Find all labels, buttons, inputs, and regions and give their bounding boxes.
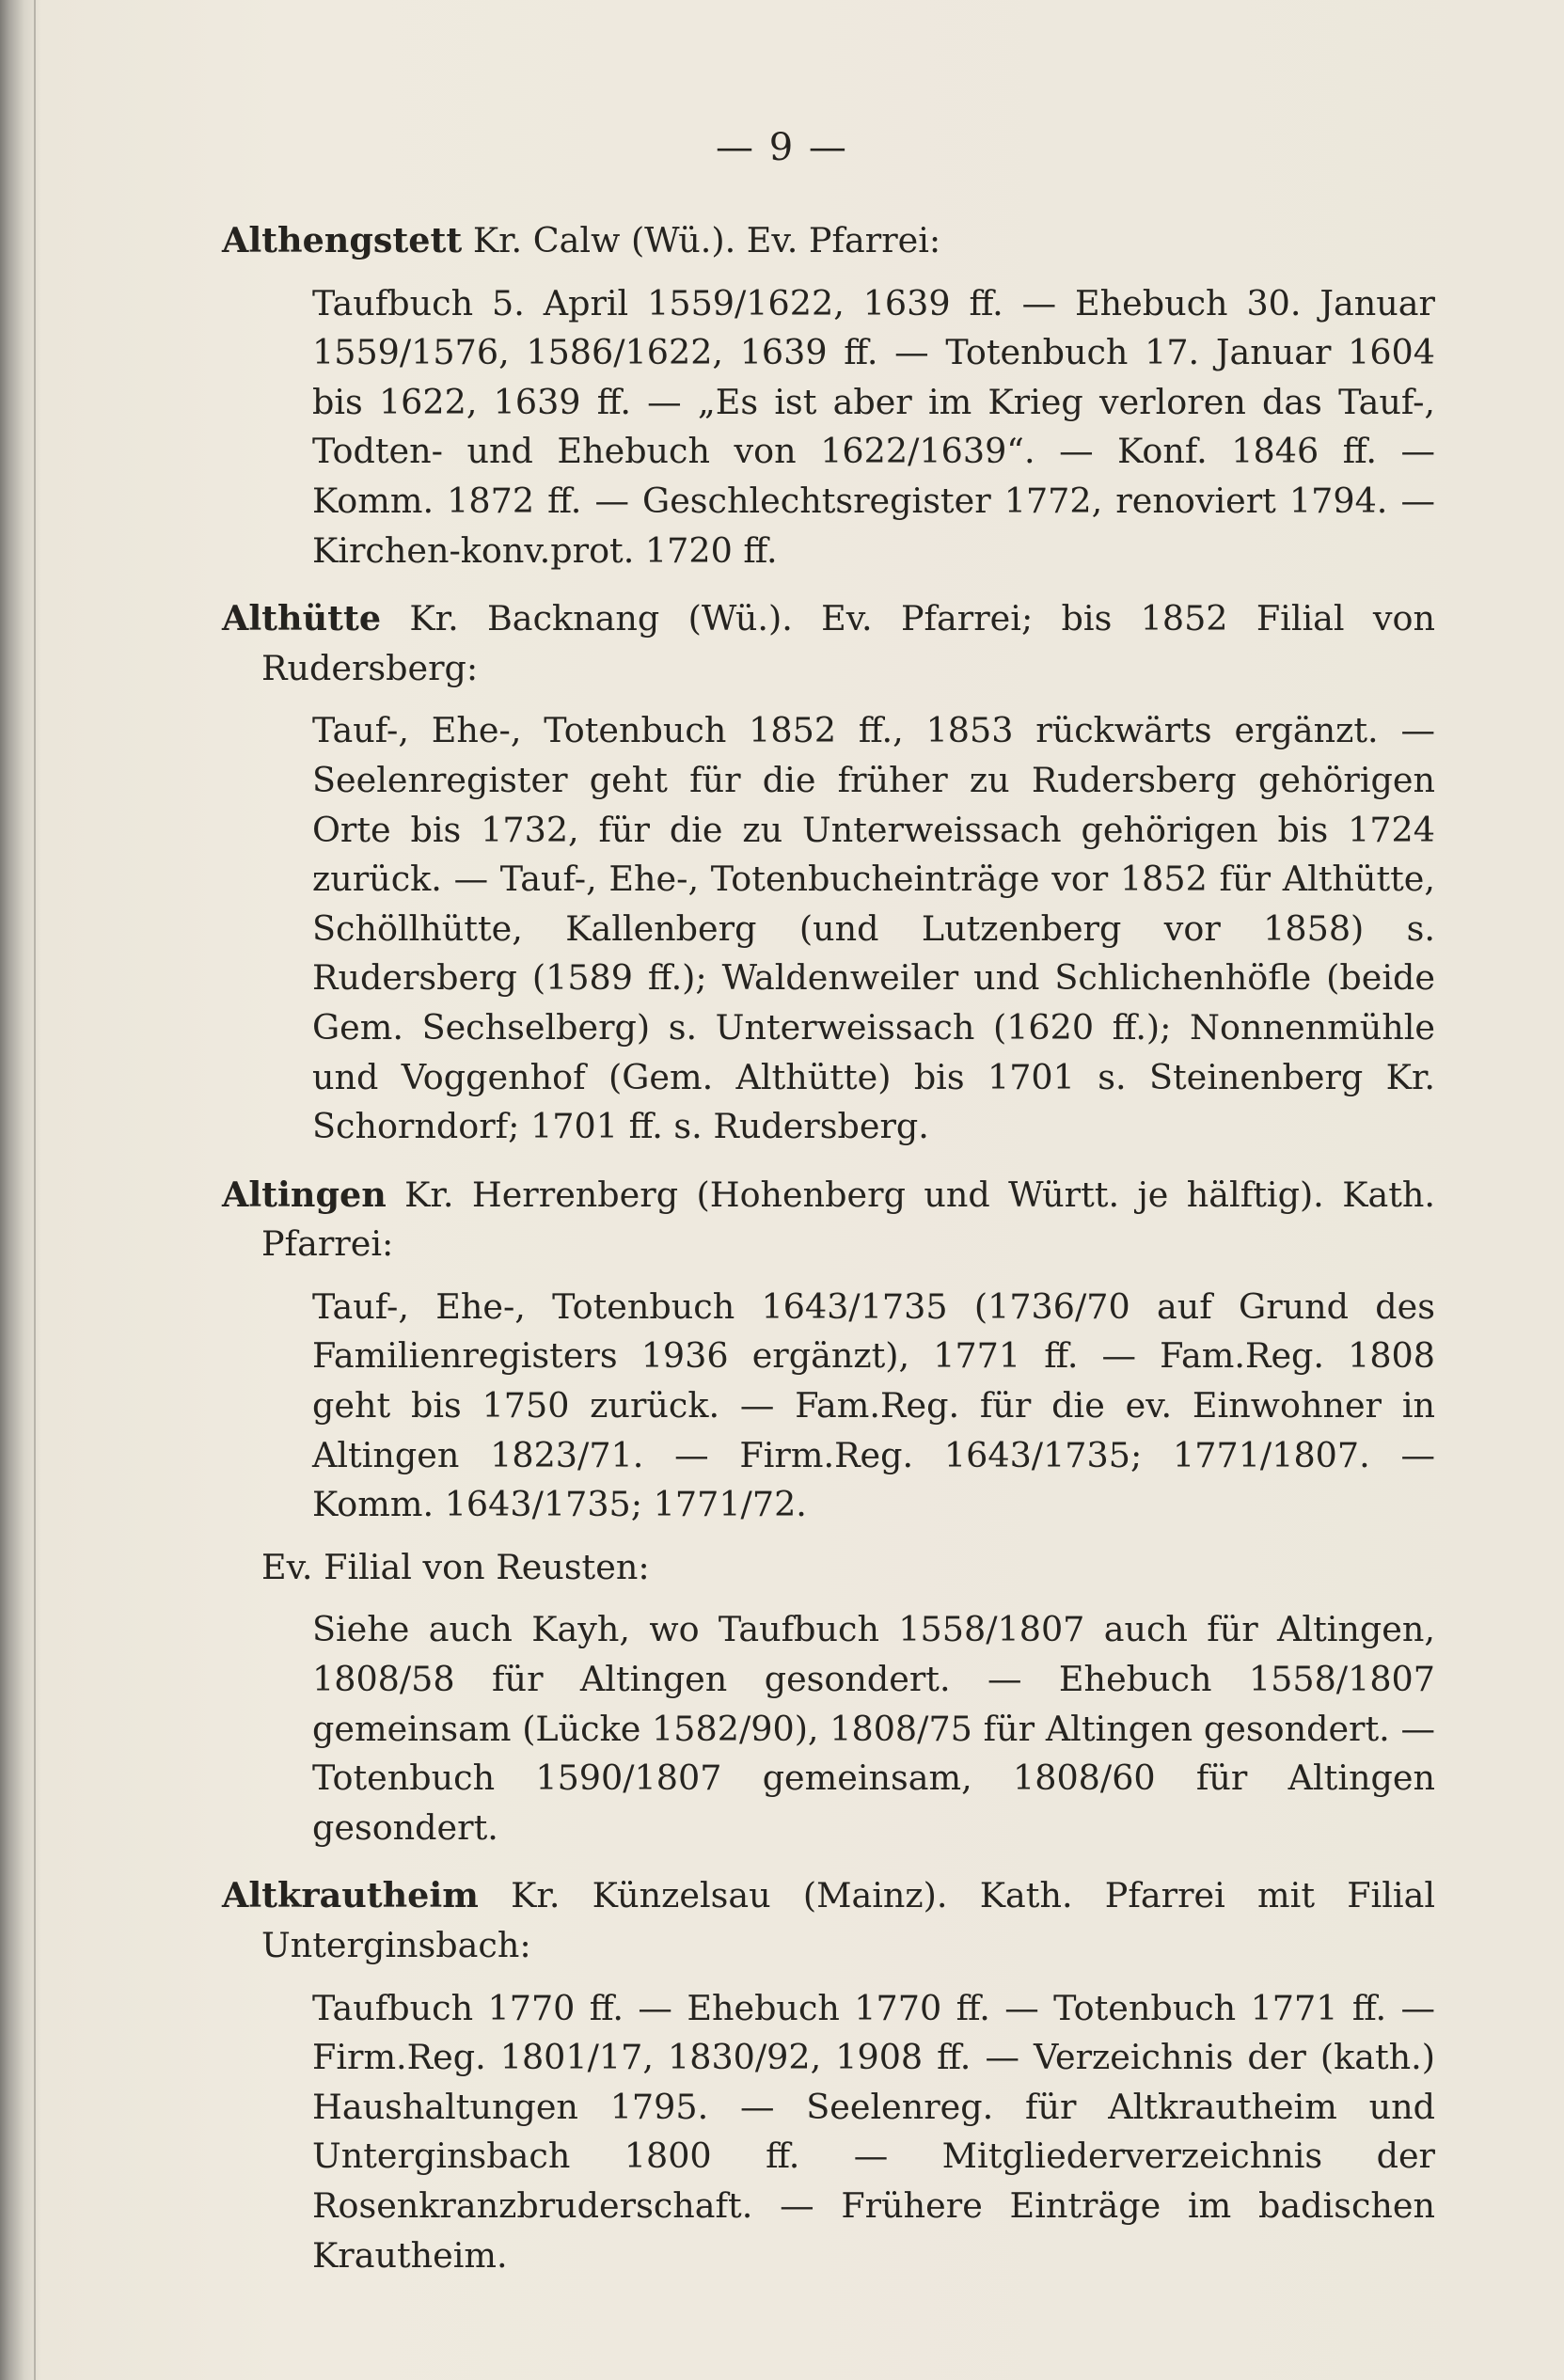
entry-records: Tauf-, Ehe-, Totenbuch 1852 ff., 1853 rückwärts ergänzt. — Seelenregister geht für die früher zu Rudersberg gehörigen Orte bis 1732, für die zu Unterweissach gehörigen bis 1724 zurück. — Tauf-, Ehe-, Totenbucheinträge vor 1852 für Althütte, Schöllhütte, Kallenberg (und Lutzenberg vor 1858) s. Rudersberg (1589 ff.); Waldenweiler und Schlichenhöfle (beide Gem. Sechselberg) s. Unterweissach (1620 ff.); Nonnenmühle und Voggenhof (Gem. Althütte) bis 1701 s. Steinenberg Kr. Schorndorf; 1701 ff. s. Rudersberg. [312,710,1435,1147]
entry-records: Tauf-, Ehe-, Totenbuch 1643/1735 (1736/70 auf Grund des Familienregisters 1936 ergänzt), 1771 ff. — Fam.Reg. 1808 geht bis 1750 zurück. — Fam.Reg. für die ev. Einwohner in Altingen 1823/71. — Firm.Reg. 1643/1735; 1771/1807. — Komm. 1643/1735; 1771/72. [312,1285,1435,1525]
entry-description: Kr. Calw (Wü.). Ev. Pfarrei: [472,220,941,260]
entry-althengstett [222,216,1435,575]
place-name: Althütte [222,598,382,639]
page-content [222,216,1435,2299]
entry-records: Taufbuch 5. April 1559/1622, 1639 ff. — Ehebuch 30. Januar 1559/1576, 1586/1622, 1639 ff. — Totenbuch 17. Januar 1604 bis 1622, 1639 ff. — „Es ist aber im Krieg verloren das Tauf-, Todten- und Ehebuch von 1622/1639“. — Konf. 1846 ff. — Komm. 1872 ff. — Geschlechtsregister 1772, renoviert 1794. — Kirchen-konv.prot. 1720 ff. [312,282,1435,571]
entry-sub-records: Siehe auch Kayh, wo Taufbuch 1558/1807 auch für Altingen, 1808/58 für Altingen gesondert. — Ehebuch 1558/1807 gemeinsam (Lücke 1582/90), 1808/75 für Altingen gesondert. — Totenbuch 1590/1807 gemeinsam, 1808/60 für Altingen gesondert. [312,1609,1435,1848]
binding-gutter [34,0,36,2380]
entry-heading [222,1871,1435,1970]
page-number: — 9 — [716,126,848,169]
entry-heading [222,594,1435,693]
place-name: Altingen [222,1174,387,1215]
place-name: Althengstett [222,220,463,260]
entry-records: Taufbuch 1770 ff. — Ehebuch 1770 ff. — Totenbuch 1771 ff. — Firm.Reg. 1801/17, 1830/92, 1908 ff. — Verzeichnis der (kath.) Haushaltungen 1795. — Seelenreg. für Altkrautheim und Unterginsbach 1800 ff. — Mitgliederverzeichnis der Rosenkranzbruderschaft. — Frühere Einträge im badischen Krautheim. [312,1987,1435,2276]
entry-description: Kr. Backnang (Wü.). Ev. Pfarrei; bis 1852 Filial von Rudersberg: [261,598,1436,688]
entry-altkrautheim [222,1871,1435,2280]
entry-heading [222,1171,1435,1269]
entry-althuette [222,594,1435,1152]
entry-description: Kr. Herrenberg (Hohenberg und Württ. je hälftig). Kath. Pfarrei: [261,1174,1436,1265]
place-name: Altkrautheim [222,1875,479,1916]
entry-heading [222,216,1435,266]
entry-altingen [222,1171,1435,1853]
entry-description: Kr. Künzelsau (Mainz). Kath. Pfarrei mit Filial Unterginsbach: [261,1875,1436,1965]
entry-subheading: Ev. Filial von Reusten: [261,1546,650,1587]
